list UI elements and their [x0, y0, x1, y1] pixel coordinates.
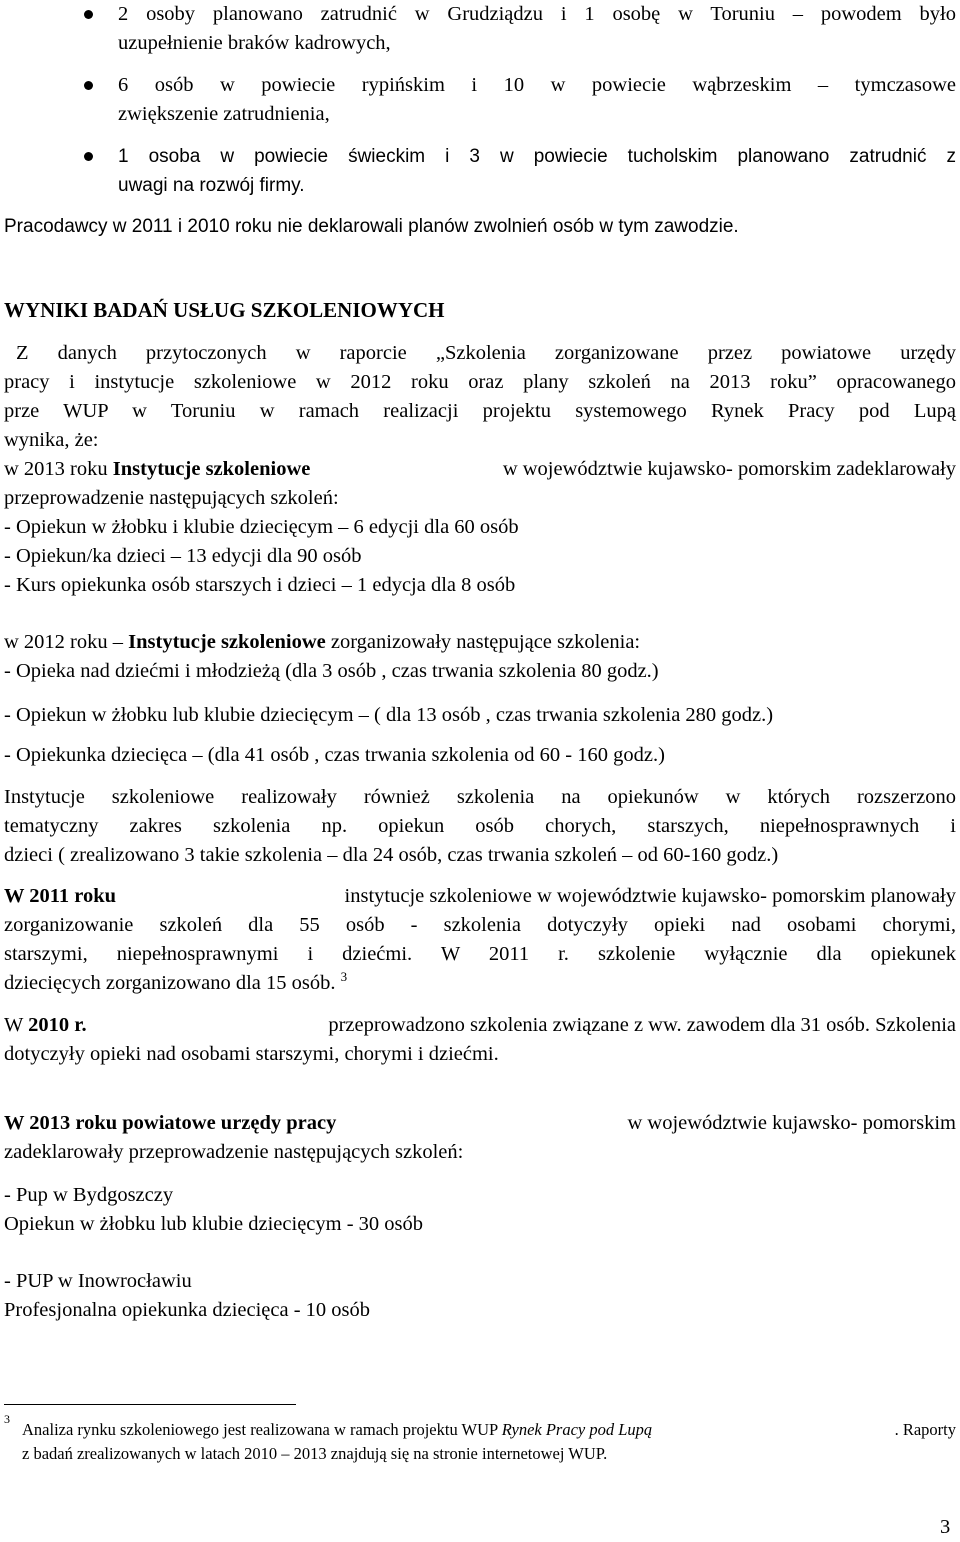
bullet-marker	[84, 10, 93, 19]
y2012-post: zorganizowały następujące szkolenia:	[325, 631, 641, 653]
y2011-last-text: dziecięcych zorganizowano dla 15 osób.	[4, 972, 341, 994]
y2012-pre: w 2012 roku –	[4, 631, 129, 653]
y2011-line: zorganizowanie szkoleń dla 55 osób - szkolenia dotyczyły opieki nad osobami chorymi,	[4, 914, 956, 936]
y2011-post: instytucje szkoleniowe w województwie kujawsko- pomorskim planowały	[344, 885, 956, 907]
footnote-post: . Raporty	[894, 1420, 956, 1439]
bullet-marker	[84, 152, 93, 161]
page-number: 3	[940, 1516, 951, 1538]
intro-line: prze WUP w Toruniu w ramach realizacji projektu systemowego Rynek Pracy pod Lupą	[4, 400, 956, 422]
footnote-line	[22, 1419, 956, 1441]
y2013-line2: przeprowadzenie następujących szkoleń:	[4, 487, 339, 509]
y2012-lead	[4, 628, 640, 657]
list-item: - Kurs opiekunka osób starszych i dzieci – 1 edycja dla 8 osób	[4, 574, 516, 596]
employers-note: Pracodawcy w 2011 i 2010 roku nie deklarowali planów zwolnień osób w tym zawodzie.	[4, 216, 739, 237]
footnote-italic: Rynek Pracy pod Lupą	[501, 1420, 653, 1439]
bullet-text: uwagi na rozwój firmy.	[118, 175, 305, 196]
bullet-text: zwiększenie zatrudnienia,	[118, 103, 330, 125]
pup2013-line2: zadeklarowały przeprowadzenie następujących szkoleń:	[4, 1141, 464, 1163]
pup2013-lead	[4, 1109, 956, 1138]
footnote-ref: 3	[340, 969, 348, 985]
y2010-pre: W	[4, 1014, 29, 1036]
intro-line: Z danych przytoczonych w raporcie „Szkolenia zorganizowane przez powiatowe urzędy	[16, 342, 956, 364]
bullet-text: 2 osoby planowano zatrudnić w Grudziądzu i 1 osobę w Toruniu – powodem było	[118, 3, 956, 25]
pup2013-post: w województwie kujawsko- pomorskim	[627, 1112, 956, 1134]
y2010-line2: dotyczyły opieki nad osobami starszymi, chorymi i dziećmi.	[4, 1043, 499, 1065]
list-item: - Opiekun w żłobku lub klubie dziecięcym – ( dla 13 osób , czas trwania szkolenia 280 godz.)	[4, 704, 774, 726]
bullet-text: 1 osoba w powiecie świeckim i 3 w powiecie tucholskim planowano zatrudnić z	[118, 146, 956, 167]
office-name: - Pup w Bydgoszczy	[4, 1184, 174, 1206]
list-item: - Opiekunka dziecięca – (dla 41 osób , czas trwania szkolenia od 60 - 160 godz.)	[4, 744, 665, 766]
extended-line: Instytucje szkoleniowe realizowały również szkolenia na opiekunów w których rozszerzono	[4, 786, 956, 808]
y2011-line: starszymi, niepełnosprawnymi i dziećmi. W 2011 r. szkolenie wyłącznie dla opiekunek	[4, 943, 956, 965]
footnote-number: 3	[4, 1412, 10, 1426]
intro-line: wynika, że:	[4, 429, 99, 451]
office-course: Profesjonalna opiekunka dziecięca - 10 osób	[4, 1299, 371, 1321]
list-item: - Opiekun/ka dzieci – 13 edycji dla 90 osób	[4, 545, 362, 567]
intro-line: pracy i instytucje szkoleniowe w 2012 roku oraz plany szkoleń na 2013 roku” opracowanego	[4, 371, 956, 393]
y2013-lead	[4, 455, 956, 484]
extended-line: tematyczny zakres szkolenia np. opiekun osób chorych, starszych, niepełnosprawnych i	[4, 815, 956, 837]
y2011-bold: W 2011 roku	[4, 885, 117, 907]
footnote-line: z badań zrealizowanych w latach 2010 – 2013 znajdują się na stronie internetowej WUP.	[22, 1444, 608, 1463]
y2010-bold: 2010 r.	[28, 1014, 87, 1036]
list-item: - Opiekun w żłobku i klubie dziecięcym – 6 edycji dla 60 osób	[4, 516, 519, 538]
section-heading: WYNIKI BADAŃ USŁUG SZKOLENIOWYCH	[4, 298, 445, 322]
office-course: Opiekun w żłobku lub klubie dziecięcym - 30 osób	[4, 1213, 424, 1235]
y2011-lead	[4, 882, 956, 911]
bullet-marker	[84, 81, 93, 90]
y2013-post: w województwie kujawsko- pomorskim zadeklarowały	[502, 458, 956, 480]
y2012-bold: Instytucje szkoleniowe	[128, 631, 326, 653]
footnote-pre: Analiza rynku szkoleniowego jest realizowana w ramach projektu WUP	[22, 1420, 502, 1439]
footnote-rule	[4, 1404, 296, 1405]
bullet-text: 6 osób w powiecie rypińskim i 10 w powiecie wąbrzeskim – tymczasowe	[118, 74, 956, 96]
office-name: - PUP w Inowrocławiu	[4, 1270, 192, 1292]
extended-line: dzieci ( zrealizowano 3 takie szkolenia – dla 24 osób, czas trwania szkoleń – od 60-160 godz.)	[4, 844, 779, 866]
y2010-post: przeprowadzono szkolenia związane z ww. zawodem dla 31 osób. Szkolenia	[328, 1014, 956, 1036]
bullet-text: uzupełnienie braków kadrowych,	[118, 32, 391, 54]
y2010-lead	[4, 1011, 956, 1040]
y2013-pre: w 2013 roku	[4, 458, 113, 480]
y2013-bold: Instytucje szkoleniowe	[112, 458, 311, 480]
list-item: - Opieka nad dziećmi i młodzieżą (dla 3 osób , czas trwania szkolenia 80 godz.)	[4, 660, 659, 682]
pup2013-bold: W 2013 roku powiatowe urzędy pracy	[4, 1112, 337, 1134]
y2011-last	[4, 969, 347, 998]
